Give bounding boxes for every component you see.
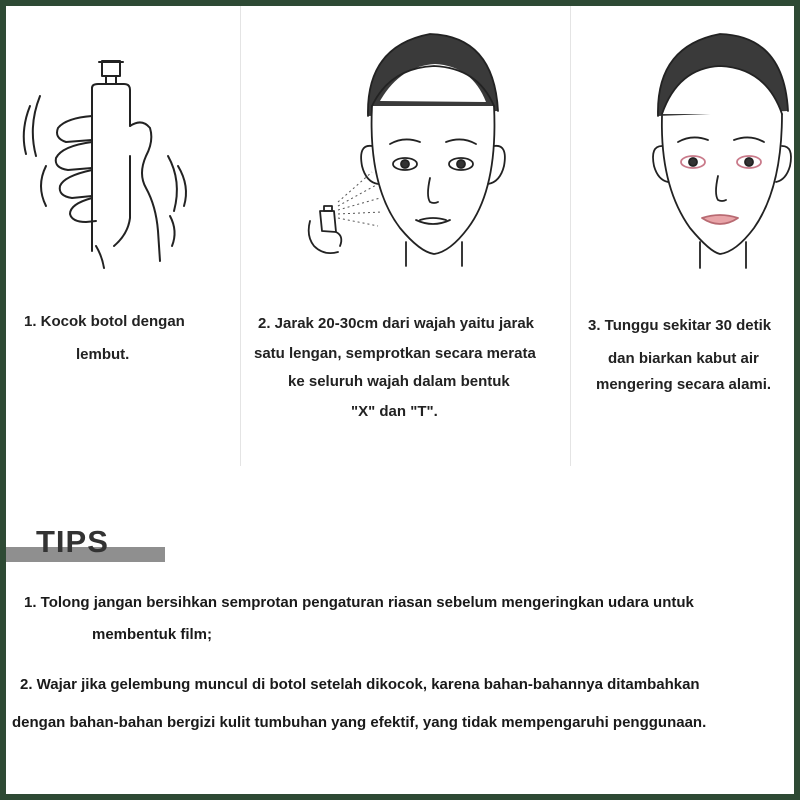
- instruction-panel: [6, 6, 794, 794]
- tip-1-line-1: 1. Tolong jangan bersihkan semprotan pengaturan riasan sebelum mengeringkan udara untuk: [24, 594, 694, 611]
- caption-line: ke seluruh wajah dalam bentuk: [288, 373, 510, 390]
- caption-line: 1. Kocok botol dengan: [24, 313, 185, 330]
- hand-shaking-spray-bottle-illustration: [6, 6, 240, 306]
- tip-1-line-2: membentuk film;: [92, 626, 213, 643]
- tip-2-line-1: 2. Wajar jika gelembung muncul di botol setelah dikocok, karena bahan-bahannya ditambahkan: [20, 676, 700, 693]
- woman-face-with-makeup-illustration: [570, 6, 794, 306]
- step-2: [240, 6, 570, 466]
- step-1: [6, 6, 240, 466]
- woman-face-being-sprayed-illustration: [240, 6, 570, 306]
- tips-title: TIPS: [36, 524, 109, 559]
- tip-2-line-2: dengan bahan-bahan bergizi kulit tumbuhan yang efektif, yang tidak mempengaruhi penggunaan.: [12, 714, 707, 731]
- caption-line: lembut.: [76, 346, 130, 363]
- caption-line: satu lengan, semprotkan secara merata: [254, 345, 536, 362]
- caption-line: "X" dan "T".: [351, 403, 438, 420]
- caption-line: mengering secara alami.: [596, 376, 772, 393]
- step-3: [570, 6, 794, 466]
- caption-line: 2. Jarak 20-30cm dari wajah yaitu jarak: [258, 315, 534, 332]
- caption-line: 3. Tunggu sekitar 30 detik: [588, 317, 772, 334]
- caption-line: dan biarkan kabut air: [608, 350, 759, 367]
